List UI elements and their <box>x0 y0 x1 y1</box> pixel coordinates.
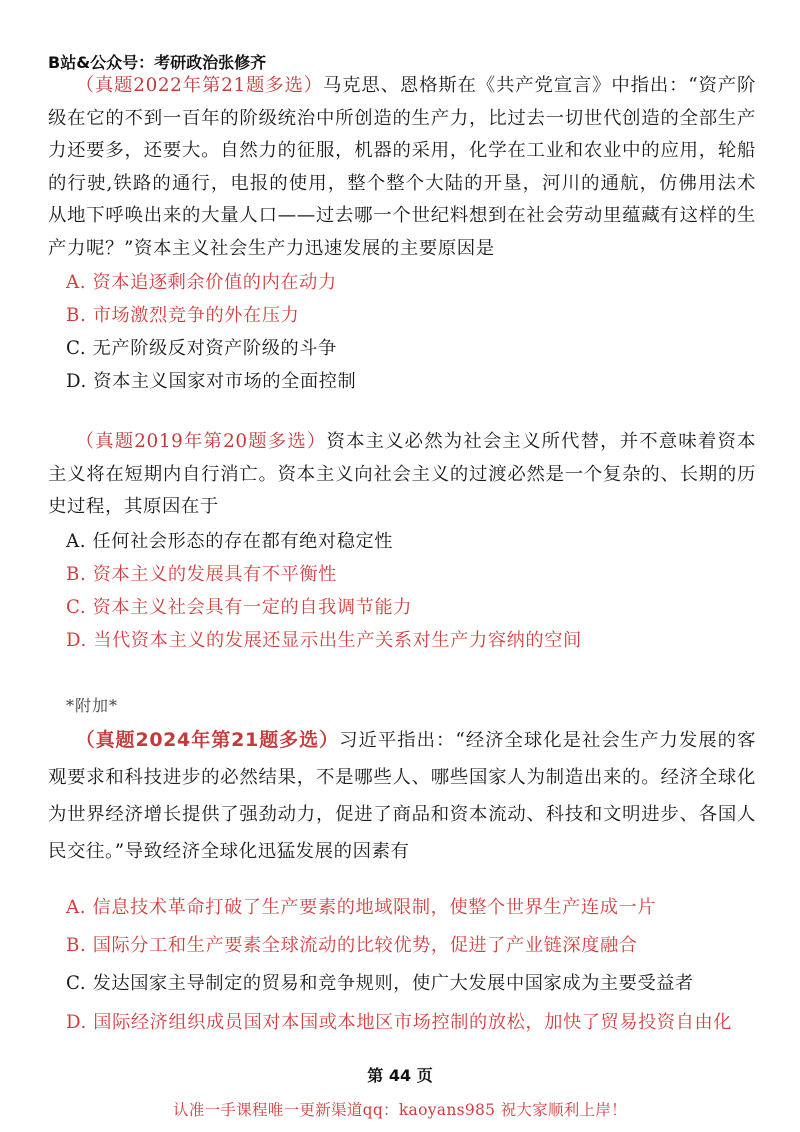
question-3-option-b: B. 国际分工和生产要素全球流动的比较优势，促进了产业链深度融合 <box>66 935 638 956</box>
question-1-text: 马克思、恩格斯在《共产党宣言》中指出：“资产阶级在它的不到一百年的阶级统治中所创造的生产力，比过去一切世代创造的全部生产力还要多，还要大。自然力的征服，机器的采用，化学在工业和农业中的应用，轮船的行驶,铁路的通行，电报的使用，整个整个大陆的开垦，河川的通航，仿佛用法术从地下呼唤出来的大量人口——过去哪一个世纪料想到在社会劳动里蕴藏有这样的生产力呢？”资本主义社会生产力迅速发展的主要原因是 <box>48 75 756 259</box>
question-3-option-a: A. 信息技术革命打破了生产要素的地域限制，使整个世界生产连成一片 <box>66 897 657 918</box>
question-2-option-b: B. 资本主义的发展具有不平衡性 <box>66 564 337 585</box>
question-1-stem <box>48 70 756 265</box>
question-2-option-d: D. 当代资本主义的发展还显示出生产关系对生产力容纳的空间 <box>66 630 582 651</box>
question-2-option-a: A. 任何社会形态的存在都有绝对稳定性 <box>66 531 394 552</box>
footer-notice: 认准一手课程唯一更新渠道qq：kaoyans985 祝大家顺利上岸！ <box>173 1101 627 1119</box>
question-2-text: 资本主义必然为社会主义所代替，并不意味着资本主义将在短期内自行消亡。资本主义向社会主义的过渡必然是一个复杂的、长期的历史过程，其原因在于 <box>48 431 756 517</box>
question-1-option-c: C. 无产阶级反对资产阶级的斗争 <box>66 338 337 359</box>
page-number: 第 44 页 <box>367 1066 433 1085</box>
question-1-option-b: B. 市场激烈竞争的外在压力 <box>66 305 300 326</box>
page-header: B站&公众号：考研政治张修齐 <box>48 53 267 72</box>
question-1-option-a: A. 资本追逐剩余价值的内在动力 <box>66 272 337 293</box>
question-2-option-c: C. 资本主义社会具有一定的自我调节能力 <box>66 597 413 618</box>
question-2-tag: （真题2019年第20题多选） <box>75 431 327 452</box>
question-3-option-c: C. 发达国家主导制定的贸易和竞争规则，使广大发展中国家成为主要受益者 <box>66 973 694 994</box>
question-3-option-d: D. 国际经济组织成员国对本国或本地区市场控制的放松，加快了贸易投资自由化 <box>66 1012 733 1033</box>
question-2-stem <box>48 426 756 524</box>
question-3-tag: （真题2024年第21题多选） <box>75 729 340 751</box>
question-3-text: 习近平指出：“经济全球化是社会生产力发展的客观要求和科技进步的必然结果，不是哪些人、哪些国家人为制造出来的。经济全球化为世界经济增长提供了强劲动力，促进了商品和资本流动、科技和文明进步、各国人民交往。”导致经济全球化迅猛发展的因素有 <box>48 730 756 862</box>
question-1-option-d: D. 资本主义国家对市场的全面控制 <box>66 371 357 392</box>
question-1-tag: （真题2022年第21题多选） <box>75 75 323 96</box>
extra-label: *附加* <box>66 696 119 715</box>
question-3-stem <box>48 722 756 870</box>
